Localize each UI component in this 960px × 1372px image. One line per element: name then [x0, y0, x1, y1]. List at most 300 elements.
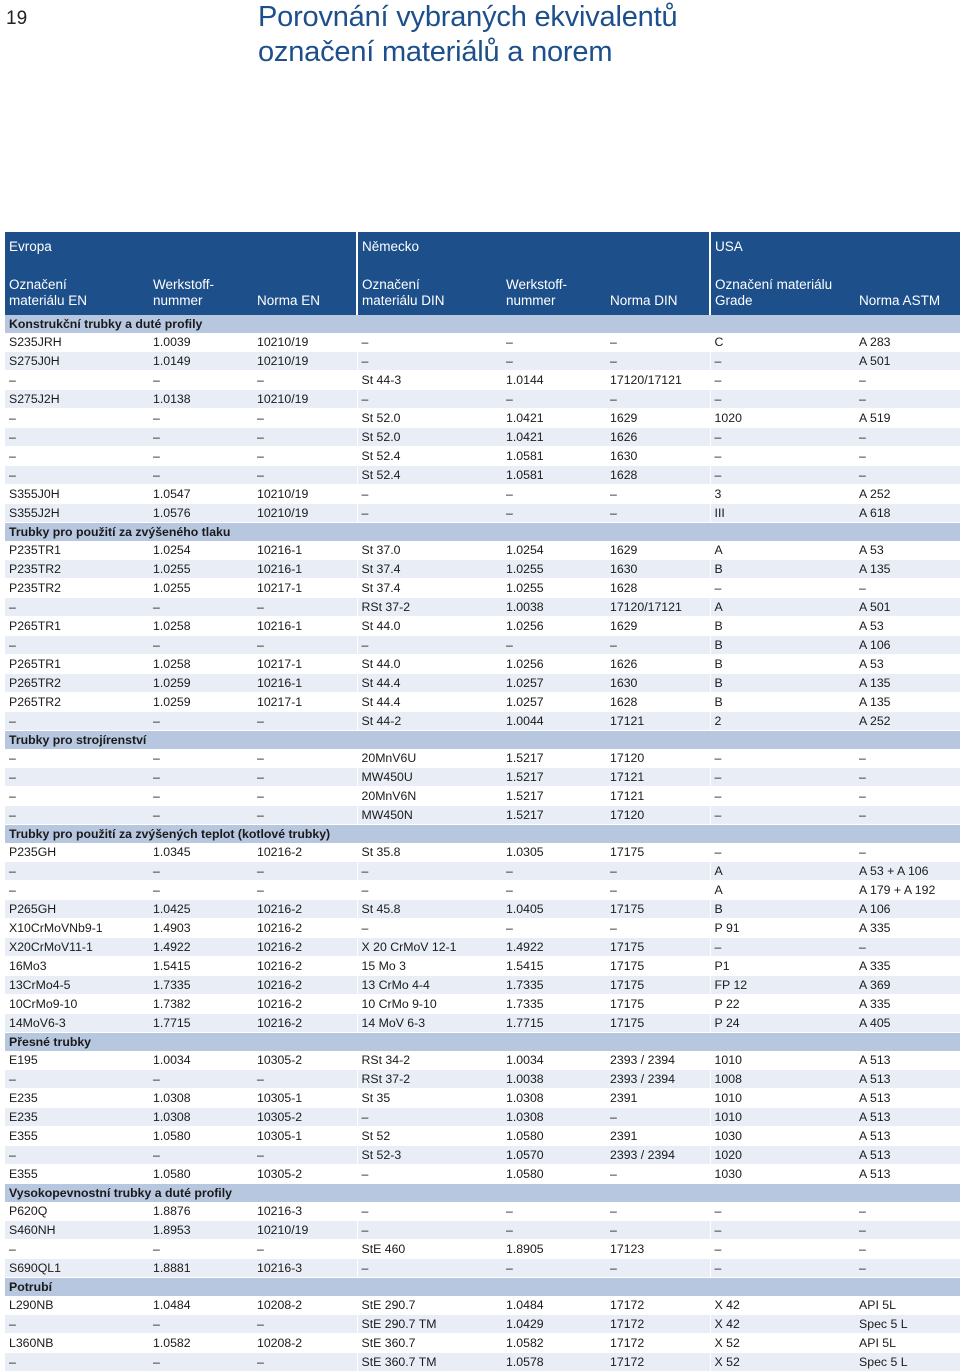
table-cell: –	[502, 390, 606, 409]
table-cell: St 44.0	[357, 655, 502, 674]
table-cell: 1020	[710, 409, 855, 428]
table-cell: 1030	[710, 1127, 855, 1146]
table-cell: –	[606, 333, 710, 352]
table-cell: 1010	[710, 1108, 855, 1127]
table-row	[5, 749, 960, 768]
table-cell: –	[5, 712, 149, 731]
table-cell: –	[710, 843, 855, 862]
table-cell: 10305-1	[253, 1089, 357, 1108]
table-cell: 10216-2	[253, 843, 357, 862]
table-cell: 10208-2	[253, 1296, 357, 1315]
table-cell: –	[710, 749, 855, 768]
table-cell: 2391	[606, 1089, 710, 1108]
table-cell: 1.0425	[149, 900, 253, 919]
table-cell: –	[253, 1146, 357, 1165]
table-cell: 17175	[606, 938, 710, 957]
table-cell: –	[149, 787, 253, 806]
table-cell: 10 CrMo 9-10	[357, 995, 502, 1014]
table-cell: B	[710, 655, 855, 674]
region-header-usa: USA	[710, 232, 960, 257]
table-cell: 10216-2	[253, 976, 357, 995]
col-header-en-standard: Norma EN	[253, 257, 357, 315]
table-cell: A 513	[855, 1146, 960, 1165]
table-row	[5, 1240, 960, 1259]
table-cell: RSt 37-2	[357, 1070, 502, 1089]
table-cell: –	[253, 447, 357, 466]
table-cell: 1.0256	[502, 655, 606, 674]
table-cell: 10217-1	[253, 693, 357, 712]
table-cell: –	[5, 806, 149, 825]
table-cell: 1.0547	[149, 485, 253, 504]
table-cell: St 37.4	[357, 579, 502, 598]
table-cell: 1.0038	[502, 598, 606, 617]
table-cell: –	[606, 636, 710, 655]
table-row	[5, 768, 960, 787]
table-cell: A 53	[855, 541, 960, 560]
table-cell: –	[357, 1259, 502, 1278]
table-cell: Spec 5 L	[855, 1315, 960, 1334]
table-cell: A 135	[855, 560, 960, 579]
col-header-din-designation: Označení materiálu DIN	[357, 257, 502, 315]
table-cell: 17172	[606, 1315, 710, 1334]
table-cell: 3	[710, 485, 855, 504]
table-row	[5, 957, 960, 976]
table-cell: –	[5, 768, 149, 787]
table-row	[5, 598, 960, 617]
table-cell: –	[855, 843, 960, 862]
table-cell: A 513	[855, 1089, 960, 1108]
table-cell: StE 290.7 TM	[357, 1315, 502, 1334]
table-cell: P265TR1	[5, 617, 149, 636]
table-cell: 1.0582	[149, 1334, 253, 1353]
table-cell: –	[502, 636, 606, 655]
table-row	[5, 1014, 960, 1033]
table-cell: 10305-2	[253, 1051, 357, 1070]
table-cell: X 52	[710, 1334, 855, 1353]
table-row	[5, 636, 960, 655]
table-cell: B	[710, 636, 855, 655]
table-cell: S690QL1	[5, 1259, 149, 1278]
table-cell: 1630	[606, 560, 710, 579]
table-cell: A 252	[855, 712, 960, 731]
section-header-row	[5, 1033, 960, 1052]
table-cell: P235TR1	[5, 541, 149, 560]
table-cell: 1.0255	[502, 579, 606, 598]
table-cell: P1	[710, 957, 855, 976]
table-cell: –	[710, 938, 855, 957]
table-cell: –	[253, 409, 357, 428]
col-header-din-standard: Norma DIN	[606, 257, 710, 315]
table-cell: 1.0259	[149, 693, 253, 712]
table-cell: –	[253, 862, 357, 881]
table-cell: 1.7335	[502, 995, 606, 1014]
table-cell: 17120/17121	[606, 371, 710, 390]
table-cell: 1.8905	[502, 1240, 606, 1259]
table-cell: 1.7335	[149, 976, 253, 995]
table-cell: MW450U	[357, 768, 502, 787]
table-cell: –	[606, 1259, 710, 1278]
table-row	[5, 541, 960, 560]
table-cell: –	[149, 862, 253, 881]
table-cell: –	[606, 1202, 710, 1221]
table-cell: A 335	[855, 919, 960, 938]
table-cell: 10216-3	[253, 1259, 357, 1278]
table-cell: 10216-1	[253, 617, 357, 636]
table-cell: 1.4903	[149, 919, 253, 938]
table-cell: 10217-1	[253, 655, 357, 674]
table-cell: S235JRH	[5, 333, 149, 352]
table-row	[5, 390, 960, 409]
table-cell: 10216-2	[253, 1014, 357, 1033]
table-cell: 10CrMo9-10	[5, 995, 149, 1014]
table-cell: –	[5, 1146, 149, 1165]
page-number: 19	[6, 8, 28, 29]
table-cell: –	[855, 768, 960, 787]
table-cell: –	[357, 390, 502, 409]
table-cell: 10216-2	[253, 900, 357, 919]
page-title-line-2: označení materiálů a norem	[258, 36, 613, 68]
table-cell: 1.0405	[502, 900, 606, 919]
table-cell: 1.0255	[149, 579, 253, 598]
table-cell: –	[502, 881, 606, 900]
materials-comparison-table	[5, 232, 960, 1372]
table-cell: P 22	[710, 995, 855, 1014]
table-cell: –	[149, 1070, 253, 1089]
section-title: Konstrukční trubky a duté profily	[5, 315, 960, 333]
table-cell: StE 290.7	[357, 1296, 502, 1315]
table-row	[5, 919, 960, 938]
table-cell: API 5L	[855, 1334, 960, 1353]
section-header-row	[5, 825, 960, 844]
table-cell: 1.7335	[502, 976, 606, 995]
table-cell: –	[253, 749, 357, 768]
table-cell: 10216-2	[253, 995, 357, 1014]
table-row	[5, 579, 960, 598]
table-cell: 1.8953	[149, 1221, 253, 1240]
table-cell: –	[710, 1240, 855, 1259]
table-cell: 1628	[606, 693, 710, 712]
table-cell: S355J0H	[5, 485, 149, 504]
table-cell: A 501	[855, 352, 960, 371]
table-row	[5, 1051, 960, 1070]
table-cell: 1626	[606, 655, 710, 674]
table-cell: –	[149, 428, 253, 447]
table-cell: –	[502, 333, 606, 352]
table-cell: –	[606, 352, 710, 371]
table-cell: 1.0308	[502, 1089, 606, 1108]
table-cell: St 44-3	[357, 371, 502, 390]
table-cell: –	[710, 371, 855, 390]
table-cell: 14 MoV 6-3	[357, 1014, 502, 1033]
table-row	[5, 428, 960, 447]
table-cell: 1.5217	[502, 768, 606, 787]
table-cell: 1.5217	[502, 806, 606, 825]
table-cell: –	[710, 787, 855, 806]
table-cell: P235GH	[5, 843, 149, 862]
table-cell: 1.0258	[149, 655, 253, 674]
table-cell: 1.8881	[149, 1259, 253, 1278]
table-cell: P265TR2	[5, 674, 149, 693]
page-title	[258, 0, 677, 70]
table-row	[5, 466, 960, 485]
table-cell: 17172	[606, 1296, 710, 1315]
table-row	[5, 806, 960, 825]
table-cell: –	[502, 1259, 606, 1278]
table-cell: –	[855, 1240, 960, 1259]
table-cell: –	[502, 504, 606, 523]
table-cell: 10216-2	[253, 938, 357, 957]
table-cell: 13 CrMo 4-4	[357, 976, 502, 995]
table-cell: St 52.0	[357, 409, 502, 428]
table-cell: A 135	[855, 674, 960, 693]
table-cell: –	[855, 749, 960, 768]
table-cell: 1.0258	[149, 617, 253, 636]
table-cell: 10216-2	[253, 919, 357, 938]
table-cell: 1.0038	[502, 1070, 606, 1089]
table-cell: 2393 / 2394	[606, 1070, 710, 1089]
table-cell: E235	[5, 1108, 149, 1127]
col-header-din-werkstoffnummer: Werkstoff- nummer	[502, 257, 606, 315]
table-cell: 10208-2	[253, 1334, 357, 1353]
table-cell: 1020	[710, 1146, 855, 1165]
table-cell: 1629	[606, 409, 710, 428]
table-cell: –	[5, 598, 149, 617]
table-cell: 1.0580	[149, 1165, 253, 1184]
table-cell: –	[253, 466, 357, 485]
table-cell: –	[357, 485, 502, 504]
table-cell: A 53 + A 106	[855, 862, 960, 881]
table-cell: L360NB	[5, 1334, 149, 1353]
table-cell: –	[502, 862, 606, 881]
table-cell: 1.0308	[149, 1089, 253, 1108]
table-cell: 10210/19	[253, 390, 357, 409]
table-row	[5, 712, 960, 731]
table-cell: –	[710, 1221, 855, 1240]
table-cell: St 52.0	[357, 428, 502, 447]
table-cell: –	[149, 712, 253, 731]
table-cell: A 179 + A 192	[855, 881, 960, 900]
table-cell: 1.0580	[502, 1127, 606, 1146]
table-cell: 10305-2	[253, 1108, 357, 1127]
table-cell: 15 Mo 3	[357, 957, 502, 976]
table-cell: B	[710, 900, 855, 919]
table-cell: 1.0034	[502, 1051, 606, 1070]
table-cell: –	[5, 787, 149, 806]
table-cell: –	[253, 371, 357, 390]
table-cell: –	[253, 1240, 357, 1259]
table-cell: 1030	[710, 1165, 855, 1184]
table-cell: –	[710, 390, 855, 409]
table-cell: –	[855, 579, 960, 598]
table-cell: –	[357, 1221, 502, 1240]
table-cell: 10217-1	[253, 579, 357, 598]
table-cell: 17175	[606, 900, 710, 919]
table-cell: 14MoV6-3	[5, 1014, 149, 1033]
table-cell: StE 460	[357, 1240, 502, 1259]
table-cell: 1.0305	[502, 843, 606, 862]
table-cell: –	[710, 1259, 855, 1278]
table-cell: X 52	[710, 1353, 855, 1372]
table-cell: 1629	[606, 617, 710, 636]
table-row	[5, 862, 960, 881]
table-cell: 13CrMo4-5	[5, 976, 149, 995]
table-row	[5, 352, 960, 371]
table-cell: P235TR2	[5, 560, 149, 579]
table-cell: St 44.4	[357, 693, 502, 712]
section-title: Trubky pro strojírenství	[5, 731, 960, 750]
table-cell: –	[5, 1353, 149, 1372]
table-cell: 17175	[606, 976, 710, 995]
table-cell: St 44.0	[357, 617, 502, 636]
table-cell: 1.0345	[149, 843, 253, 862]
table-cell: A 335	[855, 957, 960, 976]
table-cell: A 519	[855, 409, 960, 428]
table-cell: –	[253, 787, 357, 806]
table-row	[5, 560, 960, 579]
table-cell: 1.7715	[149, 1014, 253, 1033]
table-cell: X 42	[710, 1315, 855, 1334]
table-cell: –	[149, 466, 253, 485]
table-cell: –	[502, 919, 606, 938]
table-row	[5, 447, 960, 466]
table-cell: A	[710, 598, 855, 617]
table-cell: L290NB	[5, 1296, 149, 1315]
table-row	[5, 333, 960, 352]
table-cell: 1.0578	[502, 1353, 606, 1372]
table-cell: A 513	[855, 1051, 960, 1070]
table-cell: –	[149, 881, 253, 900]
table-row	[5, 1070, 960, 1089]
table-cell: 1.0580	[502, 1165, 606, 1184]
table-cell: 1010	[710, 1051, 855, 1070]
table-cell: P 91	[710, 919, 855, 938]
table-cell: 1.0044	[502, 712, 606, 731]
table-cell: –	[253, 768, 357, 787]
table-cell: –	[710, 1202, 855, 1221]
table-cell: –	[710, 579, 855, 598]
table-cell: 10210/19	[253, 1221, 357, 1240]
table-cell: P265TR1	[5, 655, 149, 674]
table-cell: A 283	[855, 333, 960, 352]
table-cell: 17120	[606, 806, 710, 825]
table-cell: –	[253, 1315, 357, 1334]
table-cell: St 52	[357, 1127, 502, 1146]
table-row	[5, 1146, 960, 1165]
table-cell: 1.4922	[149, 938, 253, 957]
table-cell: –	[855, 390, 960, 409]
table-row	[5, 938, 960, 957]
table-cell: –	[149, 636, 253, 655]
section-header-row	[5, 1184, 960, 1203]
section-title: Vysokopevnostní trubky a duté profily	[5, 1184, 960, 1203]
table-cell: St 37.0	[357, 541, 502, 560]
table-cell: St 44-2	[357, 712, 502, 731]
table-cell: III	[710, 504, 855, 523]
table-cell: –	[149, 447, 253, 466]
table-cell: –	[855, 806, 960, 825]
table-cell: –	[855, 428, 960, 447]
table-cell: A 53	[855, 617, 960, 636]
table-row	[5, 674, 960, 693]
table-cell: A 513	[855, 1165, 960, 1184]
table-cell: –	[253, 1070, 357, 1089]
table-cell: S460NH	[5, 1221, 149, 1240]
table-cell: –	[502, 1221, 606, 1240]
table-cell: –	[357, 1165, 502, 1184]
table-cell: 1.0581	[502, 466, 606, 485]
table-row	[5, 617, 960, 636]
table-cell: A	[710, 881, 855, 900]
table-cell: –	[606, 862, 710, 881]
table-cell: –	[855, 938, 960, 957]
table-cell: E235	[5, 1089, 149, 1108]
table-cell: –	[253, 636, 357, 655]
table-cell: E195	[5, 1051, 149, 1070]
table-cell: 10305-1	[253, 1127, 357, 1146]
region-header-germany: Německo	[357, 232, 710, 257]
table-cell: 1.0254	[502, 541, 606, 560]
table-cell: 1630	[606, 447, 710, 466]
table-cell: 10216-2	[253, 957, 357, 976]
table-cell: –	[606, 1221, 710, 1240]
table-cell: 1.0149	[149, 352, 253, 371]
table-cell: –	[5, 749, 149, 768]
table-cell: –	[253, 881, 357, 900]
section-title: Přesné trubky	[5, 1033, 960, 1052]
table-cell: –	[5, 862, 149, 881]
table-cell: –	[357, 862, 502, 881]
table-cell: 1.5217	[502, 787, 606, 806]
table-cell: –	[357, 1108, 502, 1127]
table-cell: 2393 / 2394	[606, 1146, 710, 1165]
table-cell: –	[606, 881, 710, 900]
table-cell: 10210/19	[253, 485, 357, 504]
table-row	[5, 409, 960, 428]
table-cell: –	[357, 352, 502, 371]
table-cell: –	[5, 409, 149, 428]
table-cell: FP 12	[710, 976, 855, 995]
table-cell: –	[149, 1353, 253, 1372]
table-cell: –	[149, 598, 253, 617]
table-cell: –	[5, 881, 149, 900]
table-row	[5, 371, 960, 390]
table-cell: 10216-1	[253, 674, 357, 693]
table-cell: –	[855, 1259, 960, 1278]
table-row	[5, 1221, 960, 1240]
table-cell: –	[606, 1165, 710, 1184]
section-title: Trubky pro použití za zvýšených teplot (kotlové trubky)	[5, 825, 960, 844]
table-cell: 10305-2	[253, 1165, 357, 1184]
table-cell: 1628	[606, 466, 710, 485]
table-cell: St 44.4	[357, 674, 502, 693]
table-cell: –	[357, 881, 502, 900]
table-cell: –	[357, 504, 502, 523]
table-cell: RSt 34-2	[357, 1051, 502, 1070]
table-cell: St 35	[357, 1089, 502, 1108]
table-cell: 10216-1	[253, 560, 357, 579]
table-cell: A 513	[855, 1108, 960, 1127]
table-cell: P235TR2	[5, 579, 149, 598]
table-cell: X20CrMoV11-1	[5, 938, 149, 957]
table-cell: 1010	[710, 1089, 855, 1108]
table-cell: –	[149, 1146, 253, 1165]
table-cell: –	[855, 466, 960, 485]
table-cell: –	[855, 447, 960, 466]
table-cell: B	[710, 693, 855, 712]
table-cell: S275J2H	[5, 390, 149, 409]
table-cell: –	[710, 466, 855, 485]
table-cell: –	[5, 466, 149, 485]
